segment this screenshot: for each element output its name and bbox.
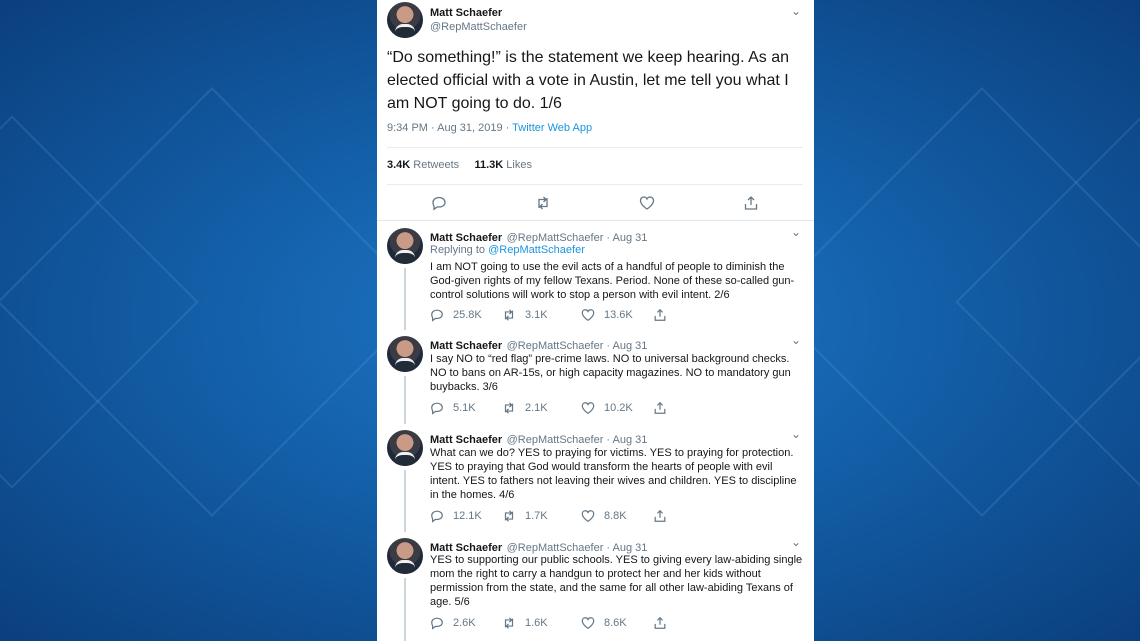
reply-icon [430,308,444,322]
like-count: 8.6K [604,617,627,629]
share-icon [653,509,667,523]
retweet-action[interactable] [502,509,581,523]
thread-line [404,578,406,641]
replying-to-link[interactable]: @RepMattSchaefer [488,244,585,256]
reply-icon[interactable] [431,195,447,211]
retweet-action[interactable] [502,401,581,415]
reply-tweet[interactable] [377,328,814,422]
share-action[interactable] [653,308,676,322]
replying-to [430,244,585,256]
tweet-text: YES to supporting our public schools. YES to giving every law-abiding single mom the right to carry a handgun to protect her and her kids without permission from the state, and the same for all other law-abiding Texans of age. 5/6 [430,554,803,608]
reply-count: 12.1K [453,510,482,522]
likes-count: 11.3K [474,159,504,171]
retweet-count: 1.6K [525,617,548,629]
thread-line [404,470,406,532]
divider [387,147,803,148]
retweet-icon [502,509,516,523]
avatar[interactable] [387,538,423,574]
tweet-meta [387,122,592,134]
reply-count: 5.1K [453,402,476,414]
share-icon [653,308,667,322]
retweet-count: 1.7K [525,510,548,522]
avatar[interactable] [387,228,423,264]
tweet-text: “Do something!” is the statement we keep hearing. As an elected official with a vote in Austin, let me tell you what I am NOT going to do. 1/6 [387,49,789,112]
tweet-timestamp[interactable]: 9:34 PM · Aug 31, 2019 · [387,122,513,134]
share-action[interactable] [653,401,676,415]
share-icon[interactable] [743,195,759,211]
share-action[interactable] [653,616,676,630]
reply-icon [430,509,444,523]
heart-icon [581,401,595,415]
tweet-actions [430,616,676,630]
reply-icon [430,616,444,630]
reply-tweet[interactable] [377,220,814,328]
retweet-icon[interactable] [535,195,551,211]
tweet-actions [430,401,676,415]
like-action[interactable] [581,401,653,415]
chevron-down-icon[interactable]: ⌄ [791,225,802,239]
tweet-source-link[interactable]: Twitter Web App [512,122,593,134]
author-name[interactable]: Matt Schaefer [430,542,503,554]
author-handle[interactable]: @RepMattSchaefer · Aug 31 [506,340,648,352]
like-action[interactable] [581,616,653,630]
reply-action[interactable] [430,509,502,523]
retweet-action[interactable] [502,308,581,322]
heart-icon[interactable] [639,195,655,211]
retweets-count: 3.4K [387,159,411,171]
heart-icon [581,616,595,630]
retweet-icon [502,308,516,322]
author-name[interactable]: Matt Schaefer [430,232,503,244]
like-action[interactable] [581,509,653,523]
tweet-stats [387,159,532,171]
tweet-thread-panel [377,0,814,641]
like-count: 10.2K [604,402,633,414]
share-icon [653,401,667,415]
reply-action[interactable] [430,308,502,322]
retweet-action[interactable] [502,616,581,630]
retweet-icon [502,616,516,630]
like-count: 13.6K [604,309,633,321]
avatar[interactable] [387,430,423,466]
reply-tweet[interactable] [377,530,814,641]
like-count: 8.8K [604,510,627,522]
thread-line [404,268,406,330]
tweet-actions [430,509,676,523]
author-name[interactable]: Matt Schaefer [430,340,503,352]
share-action[interactable] [653,509,676,523]
chevron-down-icon[interactable]: ⌄ [791,4,802,18]
reply-count: 25.8K [453,309,482,321]
author-handle[interactable]: @RepMattSchaefer [430,21,527,33]
tweet-text: I am NOT going to use the evil acts of a handful of people to diminish the God-given rights of my fellow Texans. Period. None of these so-called gun-control solutions will work to stop a person with evil intent. 2/6 [430,261,795,301]
divider [387,184,803,185]
author-handle[interactable]: @RepMattSchaefer · Aug 31 [506,434,648,446]
avatar[interactable] [387,336,423,372]
thread-line [404,376,406,424]
reply-icon [430,401,444,415]
retweet-icon [502,401,516,415]
chevron-down-icon[interactable]: ⌄ [791,333,802,347]
replying-prefix: Replying to [430,244,489,256]
author-handle[interactable]: @RepMattSchaefer · Aug 31 [506,542,648,554]
chevron-down-icon[interactable]: ⌄ [791,535,802,549]
author-name[interactable]: Matt Schaefer [430,434,503,446]
reply-count: 2.6K [453,617,476,629]
likes-stat[interactable] [474,159,532,171]
author-handle[interactable]: @RepMattSchaefer · Aug 31 [506,232,648,244]
avatar[interactable] [387,2,423,38]
tweet-text: I say NO to “red flag” pre-crime laws. NO to universal background checks. NO to bans on AR-15s, or high capacity magazines. NO to mandatory gun buybacks. 3/6 [430,353,791,393]
author-name[interactable]: Matt Schaefer [430,7,503,19]
tweet-text: What can we do? YES to praying for victims. YES to praying for protection. YES to praying that God would transform the hearts of people with evil intent. YES to fathers not leaving their wives and children. YES to discipline in the homes. 4/6 [430,447,797,501]
share-icon [653,616,667,630]
reply-tweet[interactable] [377,422,814,530]
likes-label: Likes [503,159,532,171]
retweets-label: Retweets [410,159,460,171]
like-action[interactable] [581,308,653,322]
retweet-count: 2.1K [525,402,548,414]
heart-icon [581,308,595,322]
heart-icon [581,509,595,523]
retweet-count: 3.1K [525,309,548,321]
reply-action[interactable] [430,616,502,630]
retweets-stat[interactable] [387,159,459,171]
reply-action[interactable] [430,401,502,415]
chevron-down-icon[interactable]: ⌄ [791,427,802,441]
tweet-actions [430,308,676,322]
